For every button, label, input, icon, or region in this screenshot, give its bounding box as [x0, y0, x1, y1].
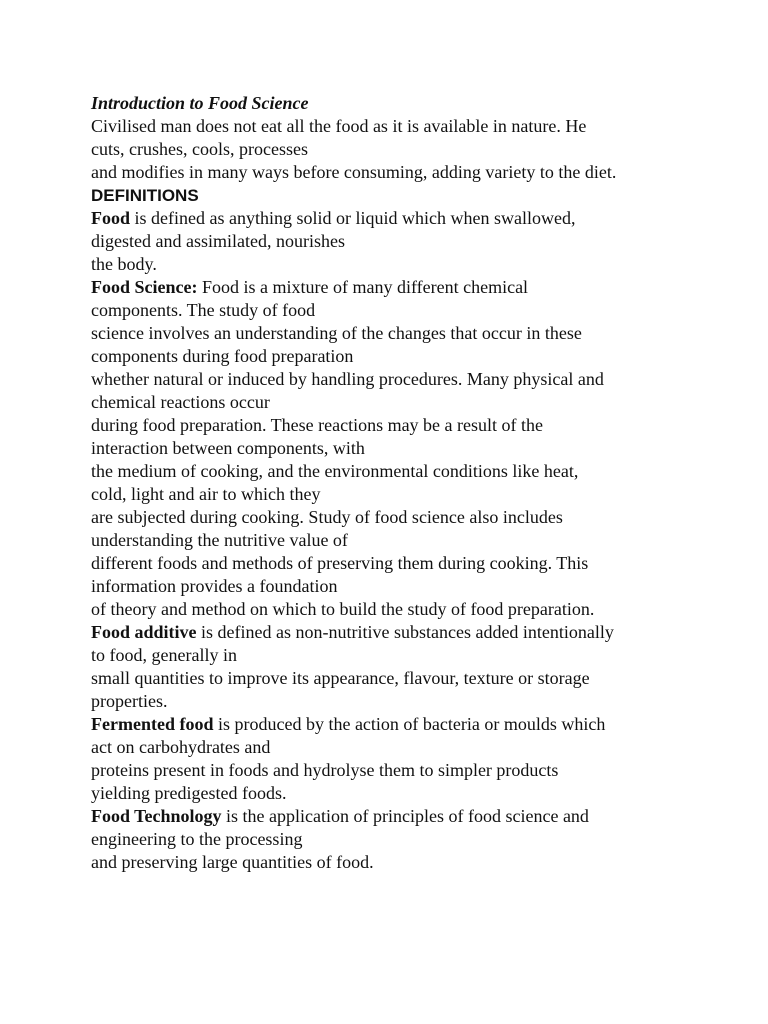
- definition-text: is defined as non-nutritive substances added intentionally: [196, 622, 614, 642]
- definition-first-line: [91, 276, 691, 299]
- document-body: [91, 92, 691, 874]
- definition-line: yielding predigested foods.: [91, 783, 287, 803]
- definition-fermented-food: [91, 713, 691, 805]
- definition-line: science involves an understanding of the changes that occur in these: [91, 323, 582, 343]
- definition-text: Food is a mixture of many different chemical: [197, 277, 529, 297]
- intro-line: Civilised man does not eat all the food as it is available in nature. He: [91, 116, 587, 136]
- document-title: Introduction to Food Science: [91, 93, 309, 113]
- definition-line: information provides a foundation: [91, 576, 338, 596]
- definition-line: chemical reactions occur: [91, 392, 270, 412]
- definition-term: Food Technology: [91, 806, 222, 826]
- definition-food-science: [91, 276, 691, 621]
- definition-line: to food, generally in: [91, 645, 237, 665]
- definition-first-line: [91, 805, 691, 828]
- definition-first-line: [91, 621, 691, 644]
- definition-text: is defined as anything solid or liquid which when swallowed,: [130, 208, 576, 228]
- definition-food-technology: [91, 805, 691, 874]
- definition-line: components. The study of food: [91, 300, 316, 320]
- definition-term: Food additive: [91, 622, 197, 642]
- definition-line: understanding the nutritive value of: [91, 530, 348, 550]
- definitions-heading: DEFINITIONS: [91, 186, 199, 205]
- definition-line: and preserving large quantities of food.: [91, 852, 374, 872]
- definition-term: Food: [91, 208, 131, 228]
- intro-paragraph: [91, 115, 691, 184]
- definition-line: components during food preparation: [91, 346, 354, 366]
- definition-line: properties.: [91, 691, 168, 711]
- definition-food-additive: [91, 621, 691, 713]
- definition-line: of theory and method on which to build the study of food preparation.: [91, 599, 595, 619]
- definition-first-line: [91, 713, 691, 736]
- definition-line: engineering to the processing: [91, 829, 303, 849]
- definition-line: interaction between components, with: [91, 438, 365, 458]
- definition-first-line: [91, 207, 691, 230]
- definition-line: act on carbohydrates and: [91, 737, 271, 757]
- definition-text: is produced by the action of bacteria or moulds which: [213, 714, 606, 734]
- definition-line: the body.: [91, 254, 157, 274]
- definition-line: the medium of cooking, and the environmental conditions like heat,: [91, 461, 579, 481]
- intro-line: and modifies in many ways before consuming, adding variety to the diet.: [91, 162, 617, 182]
- definition-line: whether natural or induced by handling procedures. Many physical and: [91, 369, 604, 389]
- definition-line: different foods and methods of preserving them during cooking. This: [91, 553, 589, 573]
- definition-term: Food Science:: [91, 277, 198, 297]
- intro-line: cuts, crushes, cools, processes: [91, 139, 308, 159]
- definition-line: digested and assimilated, nourishes: [91, 231, 345, 251]
- definition-line: during food preparation. These reactions may be a result of the: [91, 415, 544, 435]
- definition-line: are subjected during cooking. Study of food science also includes: [91, 507, 563, 527]
- definition-line: small quantities to improve its appearance, flavour, texture or storage: [91, 668, 590, 688]
- definition-line: proteins present in foods and hydrolyse them to simpler products: [91, 760, 559, 780]
- definition-term: Fermented food: [91, 714, 214, 734]
- definition-text: is the application of principles of food science and: [221, 806, 589, 826]
- definition-food: [91, 207, 691, 276]
- definition-line: cold, light and air to which they: [91, 484, 321, 504]
